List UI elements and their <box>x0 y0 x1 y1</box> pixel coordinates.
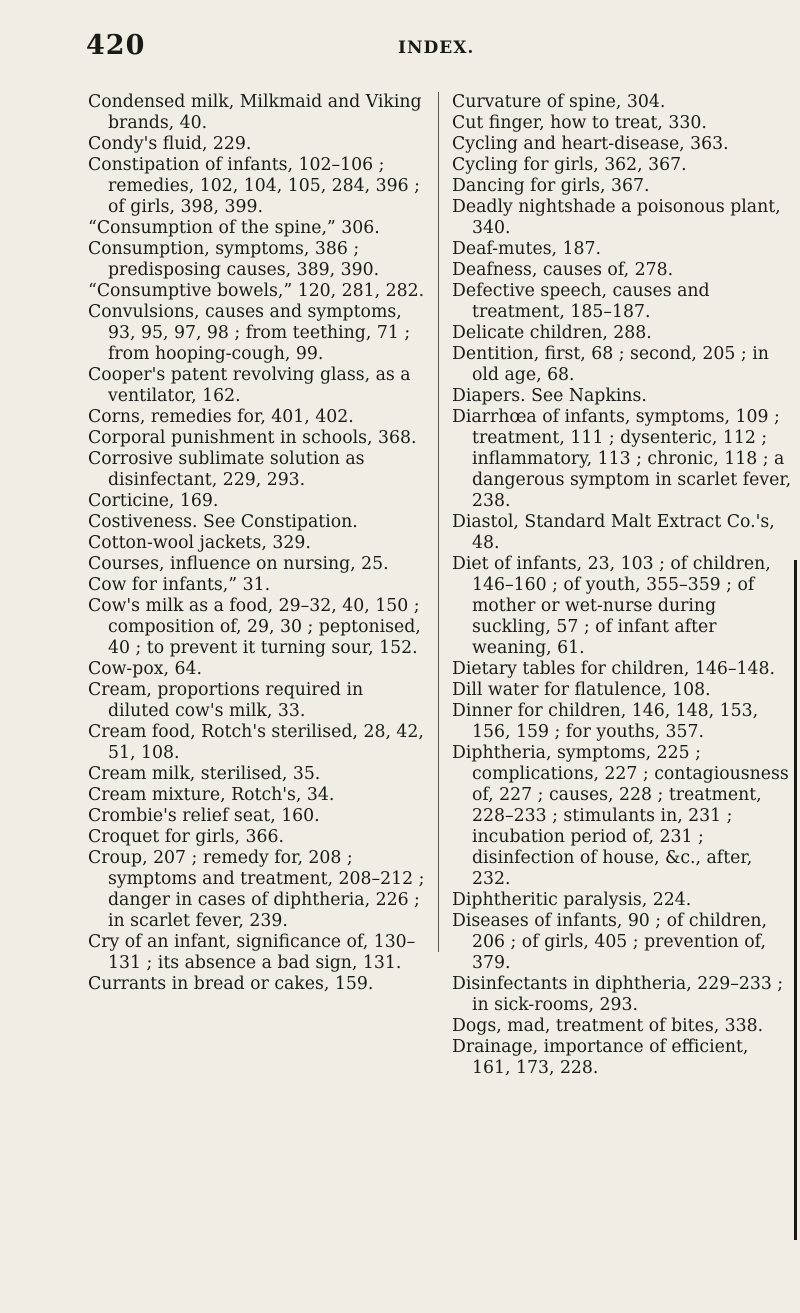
index-entry: Corns, remedies for, 401, 402. <box>88 407 354 427</box>
index-entry: Deadly nightshade a poisonous plant, 340. <box>452 197 781 238</box>
index-entry: Cry of an infant, significance of, 130–131 ; its absence a bad sign, 131. <box>88 932 416 973</box>
index-entry: Drainage, importance of efficient, 161, 173, 228. <box>452 1037 749 1078</box>
index-entry: Consumption, symptoms, 386 ; predisposing causes, 389, 390. <box>88 239 380 280</box>
index-entry: Croquet for girls, 366. <box>88 827 285 847</box>
index-entry: Dentition, first, 68 ; second, 205 ; in old age, 68. <box>452 344 769 385</box>
index-entry: Currants in bread or cakes, 159. <box>88 974 374 994</box>
index-entry: Cooper's patent revolving glass, as a ventilator, 162. <box>88 365 411 406</box>
index-entry: Cream food, Rotch's sterilised, 28, 42, 51, 108. <box>88 722 424 763</box>
index-entry: Condensed milk, Milkmaid and Viking brands, 40. <box>88 92 422 133</box>
index-entry: Diapers. See Napkins. <box>452 386 647 406</box>
index-entry: Cow for infants,” 31. <box>88 575 271 595</box>
index-entry: Disinfectants in diphtheria, 229–233 ; in sick-rooms, 293. <box>452 974 784 1015</box>
index-entry: Cycling and heart-disease, 363. <box>452 134 729 154</box>
index-entry: Cream mixture, Rotch's, 34. <box>88 785 335 805</box>
index-entry: Cotton-wool jackets, 329. <box>88 533 311 553</box>
index-entry: Deaf-mutes, 187. <box>452 239 602 259</box>
page-number: 420 <box>86 30 146 61</box>
index-entry: Cow's milk as a food, 29–32, 40, 150 ; composition of, 29, 30 ; peptonised, 40 ; to prevent it turning sour, 152. <box>88 596 421 658</box>
index-entry: Courses, influence on nursing, 25. <box>88 554 389 574</box>
index-entry: Dietary tables for children, 146–148. <box>452 659 775 679</box>
index-entry: Cream, proportions required in diluted cow's milk, 33. <box>88 680 364 721</box>
index-entry: Croup, 207 ; remedy for, 208 ; symptoms and treatment, 208–212 ; danger in cases of diphtheria, 226 ; in scarlet fever, 239. <box>88 848 425 931</box>
running-head: INDEX. <box>398 38 475 58</box>
index-column-right <box>452 92 792 1079</box>
column-divider <box>438 92 439 952</box>
index-entry: Condy's fluid, 229. <box>88 134 252 154</box>
index-entry: Corticine, 169. <box>88 491 219 511</box>
index-entry: Dinner for children, 146, 148, 153, 156, 159 ; for youths, 357. <box>452 701 759 742</box>
index-entry: Defective speech, causes and treatment, 185–187. <box>452 281 710 322</box>
index-entry: Deafness, causes of, 278. <box>452 260 674 280</box>
index-entry: “Consumption of the spine,” 306. <box>88 218 380 238</box>
index-entry: Diphtheria, symptoms, 225 ; complications, 227 ; contagiousness of, 227 ; causes, 228 ; treatment, 228–233 ; stimulants in, 231 ; incubation period of, 231 ; disinfection of house, &c., after, 232. <box>452 743 789 889</box>
index-entry: Crombie's relief seat, 160. <box>88 806 320 826</box>
index-entry: Curvature of spine, 304. <box>452 92 666 112</box>
index-entry: Constipation of infants, 102–106 ; remedies, 102, 104, 105, 284, 396 ; of girls, 398, 399. <box>88 155 420 217</box>
index-entry: Diet of infants, 23, 103 ; of children, 146–160 ; of youth, 355–359 ; of mother or wet-nurse during suckling, 57 ; of infant after weaning, 61. <box>452 554 771 658</box>
index-entry: Cream milk, sterilised, 35. <box>88 764 321 784</box>
index-entry: Diarrhœa of infants, symptoms, 109 ; treatment, 111 ; dysenteric, 112 ; inflammatory, 113 ; chronic, 118 ; a dangerous symptom in scarlet fever, 238. <box>452 407 792 511</box>
index-entry: Dill water for flatulence, 108. <box>452 680 711 700</box>
index-entry: Diseases of infants, 90 ; of children, 206 ; of girls, 405 ; prevention of, 379. <box>452 911 767 973</box>
index-entry: Cow-pox, 64. <box>88 659 202 679</box>
page-edge-rule <box>794 560 797 1240</box>
index-entry: “Consumptive bowels,” 120, 281, 282. <box>88 281 425 301</box>
index-column-left <box>88 92 428 995</box>
index-entry: Corporal punishment in schools, 368. <box>88 428 417 448</box>
index-entry: Corrosive sublimate solution as disinfectant, 229, 293. <box>88 449 365 490</box>
index-entry: Cycling for girls, 362, 367. <box>452 155 687 175</box>
index-entry: Dancing for girls, 367. <box>452 176 650 196</box>
index-entry: Convulsions, causes and symptoms, 93, 95, 97, 98 ; from teething, 71 ; from hooping-cough, 99. <box>88 302 411 364</box>
index-entry: Cut finger, how to treat, 330. <box>452 113 707 133</box>
index-entry: Diphtheritic paralysis, 224. <box>452 890 692 910</box>
index-entry: Delicate children, 288. <box>452 323 652 343</box>
index-entry: Diastol, Standard Malt Extract Co.'s, 48. <box>452 512 775 553</box>
index-entry: Dogs, mad, treatment of bites, 338. <box>452 1016 764 1036</box>
index-entry: Costiveness. See Constipation. <box>88 512 358 532</box>
